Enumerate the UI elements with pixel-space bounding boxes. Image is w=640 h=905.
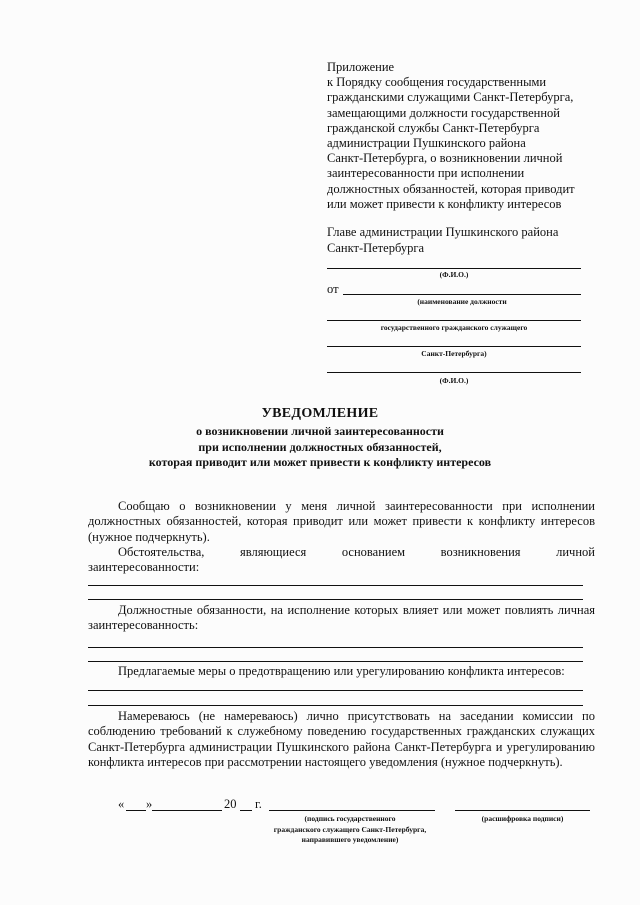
appendix-line: к Порядку сообщения государственными <box>327 75 547 90</box>
position-line[interactable] <box>343 294 581 295</box>
date-day-line[interactable] <box>126 810 146 811</box>
year-line[interactable] <box>240 810 252 811</box>
appendix-block <box>327 60 627 212</box>
appendix-line: должностных обязанностей, которая приводит <box>327 181 575 196</box>
date-month-line[interactable] <box>152 810 222 811</box>
city-caption: Санкт-Петербурга) <box>421 349 487 358</box>
fio-line[interactable] <box>327 268 581 269</box>
date-close-quote: » <box>146 797 153 811</box>
appendix-line: Приложение <box>327 60 395 74</box>
notification-paragraph: Сообщаю о возникновении у меня личной заинтересованности при исполнении должностных обязанностей, которая приводит или может привести к конфликту интересов (нужное подчеркнуть). <box>88 499 595 544</box>
appendix-line: замещающими должности государственной <box>327 105 560 120</box>
signature-caption-line-2: гражданского служащего Санкт-Петербурга, <box>273 824 427 834</box>
addressee-line-1: Главе администрации Пушкинского района <box>327 225 559 239</box>
circumstances-line-2[interactable] <box>88 599 583 600</box>
servant-caption: государственного гражданского служащего <box>380 323 528 332</box>
appendix-line: или может привести к конфликту интересов <box>327 196 562 211</box>
signature-caption-line-1: (подпись государственного <box>304 814 396 823</box>
circ-word: личной <box>556 545 595 559</box>
circumstances-line-1[interactable] <box>88 585 583 586</box>
year-suffix: г. <box>255 797 262 811</box>
attendance-intent-paragraph: Намереваюсь (не намереваюсь) лично присутствовать на заседании комиссии по соблюдению требований к служебному поведению государственных гражданских служащих Санкт-Петербурга администрации Пушкинского района Санкт-Петербурга и урегулированию конфликта интересов при рассмотрении настоящего уведомления (нужное подчеркнуть). <box>88 709 595 770</box>
circ-word: основанием <box>341 545 406 559</box>
document-subtitle <box>0 424 640 471</box>
appendix-line: гражданскими служащими Санкт-Петербурга, <box>327 90 574 105</box>
subtitle-line-2: при исполнении должностных обязанностей, <box>198 439 442 454</box>
circ-word: возникновения <box>440 545 521 559</box>
signature-decode-line[interactable] <box>455 810 590 811</box>
addressee-line-2: Санкт-Петербурга <box>327 240 425 255</box>
appendix-line: гражданской службы Санкт-Петербурга <box>327 120 540 135</box>
signature-line[interactable] <box>269 810 435 811</box>
circumstances-label <box>88 545 595 560</box>
appendix-line: заинтересованности при исполнении <box>327 166 525 181</box>
circ-word: являющиеся <box>239 545 307 559</box>
appendix-line: администрации Пушкинского района <box>327 136 526 151</box>
city-line[interactable] <box>327 346 581 347</box>
duties-line-2[interactable] <box>88 661 583 662</box>
signature-caption-line-3: направившего уведомление) <box>301 835 399 844</box>
fio-caption-2: (Ф.И.О.) <box>439 376 469 385</box>
appendix-line: Санкт-Петербурга, о возникновении личной <box>327 151 563 166</box>
circ-word: Обстоятельства, <box>118 545 205 559</box>
from-label: от <box>327 282 339 296</box>
position-caption: (наименование должности <box>417 297 507 306</box>
year-prefix: 20 <box>224 797 237 811</box>
measures-line-2[interactable] <box>88 705 583 706</box>
signature-decode-caption: (расшифровка подписи) <box>481 814 564 823</box>
measures-line-1[interactable] <box>88 690 583 691</box>
subtitle-line-3: которая приводит или может привести к конфликту интересов <box>148 455 492 470</box>
signature-caption <box>230 814 470 846</box>
subtitle-line-1: о возникновении личной заинтересованности <box>196 424 444 438</box>
fio-caption: (Ф.И.О.) <box>439 270 469 279</box>
measures-label: Предлагаемые меры о предотвращению или урегулированию конфликта интересов: <box>118 664 565 678</box>
duties-label: Должностные обязанности, на исполнение которых влияет или может повлиять личная заинтересованность: <box>88 603 595 633</box>
date-open-quote: « <box>118 797 125 811</box>
duties-line-1[interactable] <box>88 647 583 648</box>
servant-line[interactable] <box>327 320 581 321</box>
circumstances-label-end: заинтересованности: <box>88 560 200 574</box>
document-title: УВЕДОМЛЕНИЕ <box>261 406 379 421</box>
fio-line-2[interactable] <box>327 372 581 373</box>
addressee-block <box>327 225 558 256</box>
